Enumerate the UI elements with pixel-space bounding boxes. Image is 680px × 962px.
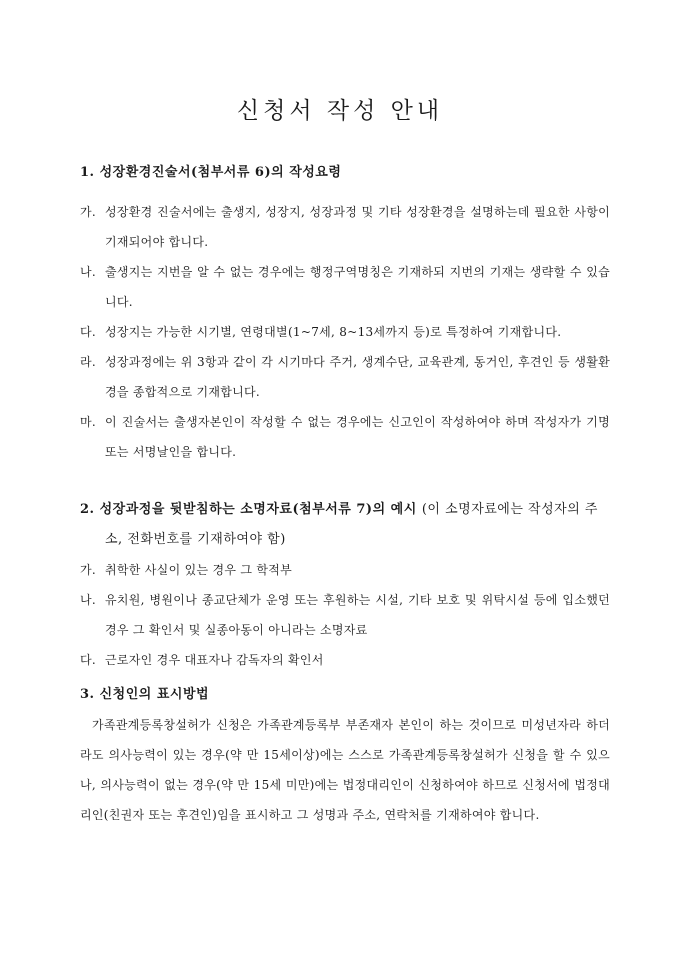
section-heading-text: 2. 성장과정을 뒷받침하는 소명자료(첨부서류 7)의 예시 bbox=[80, 502, 417, 517]
list-item bbox=[80, 585, 610, 645]
list-item bbox=[80, 407, 610, 467]
section-heading: 1. 성장환경진술서(첨부서류 6)의 작성요령 bbox=[80, 165, 342, 180]
list-item-text: 이 진술서는 출생자본인이 작성할 수 없는 경우에는 신고인이 작성하여야 하며 작성자가 기명 또는 서명날인을 합니다. bbox=[105, 415, 610, 459]
list-item bbox=[80, 555, 610, 585]
list-item-marker: 라. bbox=[80, 355, 97, 369]
section-heading: 3. 신청인의 표시방법 bbox=[80, 687, 210, 702]
list-item-marker: 다. bbox=[80, 653, 97, 667]
section-paragraph: 가족관계등록창설허가 신청은 가족관계등록부 부존재자 본인이 하는 것이므로 미성년자라 하더라도 의사능력이 있는 경우(약 만 15세이상)에는 스스로 가족관계등록창설허가 신청을 할 수 있으나, 의사능력이 없는 경우(약 만 15세 미만)에는 법정대리인이 신청하여야 하므로 신청서에 법정대리인(친권자 또는 후견인)임을 표시하고 그 성명과 주소, 연락처를 기재하여야 합니다. bbox=[80, 718, 610, 822]
list-item bbox=[80, 317, 610, 347]
list-item bbox=[80, 645, 610, 675]
section-heading-note: (이 소명자료에는 작성자의 주소, 전화번호를 기재하여야 함) bbox=[105, 502, 598, 547]
list-item-marker: 나. bbox=[80, 593, 97, 607]
list-item-text: 성장환경 진술서에는 출생지, 성장지, 성장과정 및 기타 성장환경을 설명하는데 필요한 사항이 기재되어야 합니다. bbox=[105, 205, 610, 249]
list-item-marker: 나. bbox=[80, 265, 97, 279]
list-item-marker: 다. bbox=[80, 325, 97, 339]
list-item-marker: 마. bbox=[80, 415, 97, 429]
list-item-text: 근로자인 경우 대표자나 감독자의 확인서 bbox=[105, 653, 324, 667]
list-item-text: 유치원, 병원이나 종교단체가 운영 또는 후원하는 시설, 기타 보호 및 위탁시설 등에 입소했던 경우 그 확인서 및 실종아동이 아니라는 소명자료 bbox=[105, 593, 610, 637]
list-item-text: 취학한 사실이 있는 경우 그 학적부 bbox=[105, 563, 293, 577]
list-item-marker: 가. bbox=[80, 205, 97, 219]
list-item-marker: 가. bbox=[80, 563, 97, 577]
section-heading bbox=[80, 495, 610, 555]
list-item-text: 성장지는 가능한 시기별, 연령대별(1~7세, 8~13세까지 등)로 특정하여 기재합니다. bbox=[105, 325, 562, 339]
section-birth-environment-statement bbox=[80, 163, 610, 467]
list-item bbox=[80, 257, 610, 317]
list-item bbox=[80, 347, 610, 407]
list-item bbox=[80, 197, 610, 257]
list-item-text: 성장과정에는 위 3항과 같이 각 시기마다 주거, 생계수단, 교육관계, 동거인, 후견인 등 생활환경을 종합적으로 기재합니다. bbox=[105, 355, 610, 399]
list-item-text: 출생지는 지번을 알 수 없는 경우에는 행정구역명칭은 기재하되 지번의 기재는 생략할 수 있습니다. bbox=[105, 265, 610, 309]
section-applicant-indication bbox=[80, 685, 610, 830]
page-title: 신청서 작성 안내 bbox=[236, 98, 444, 124]
section-supporting-evidence bbox=[80, 495, 610, 675]
